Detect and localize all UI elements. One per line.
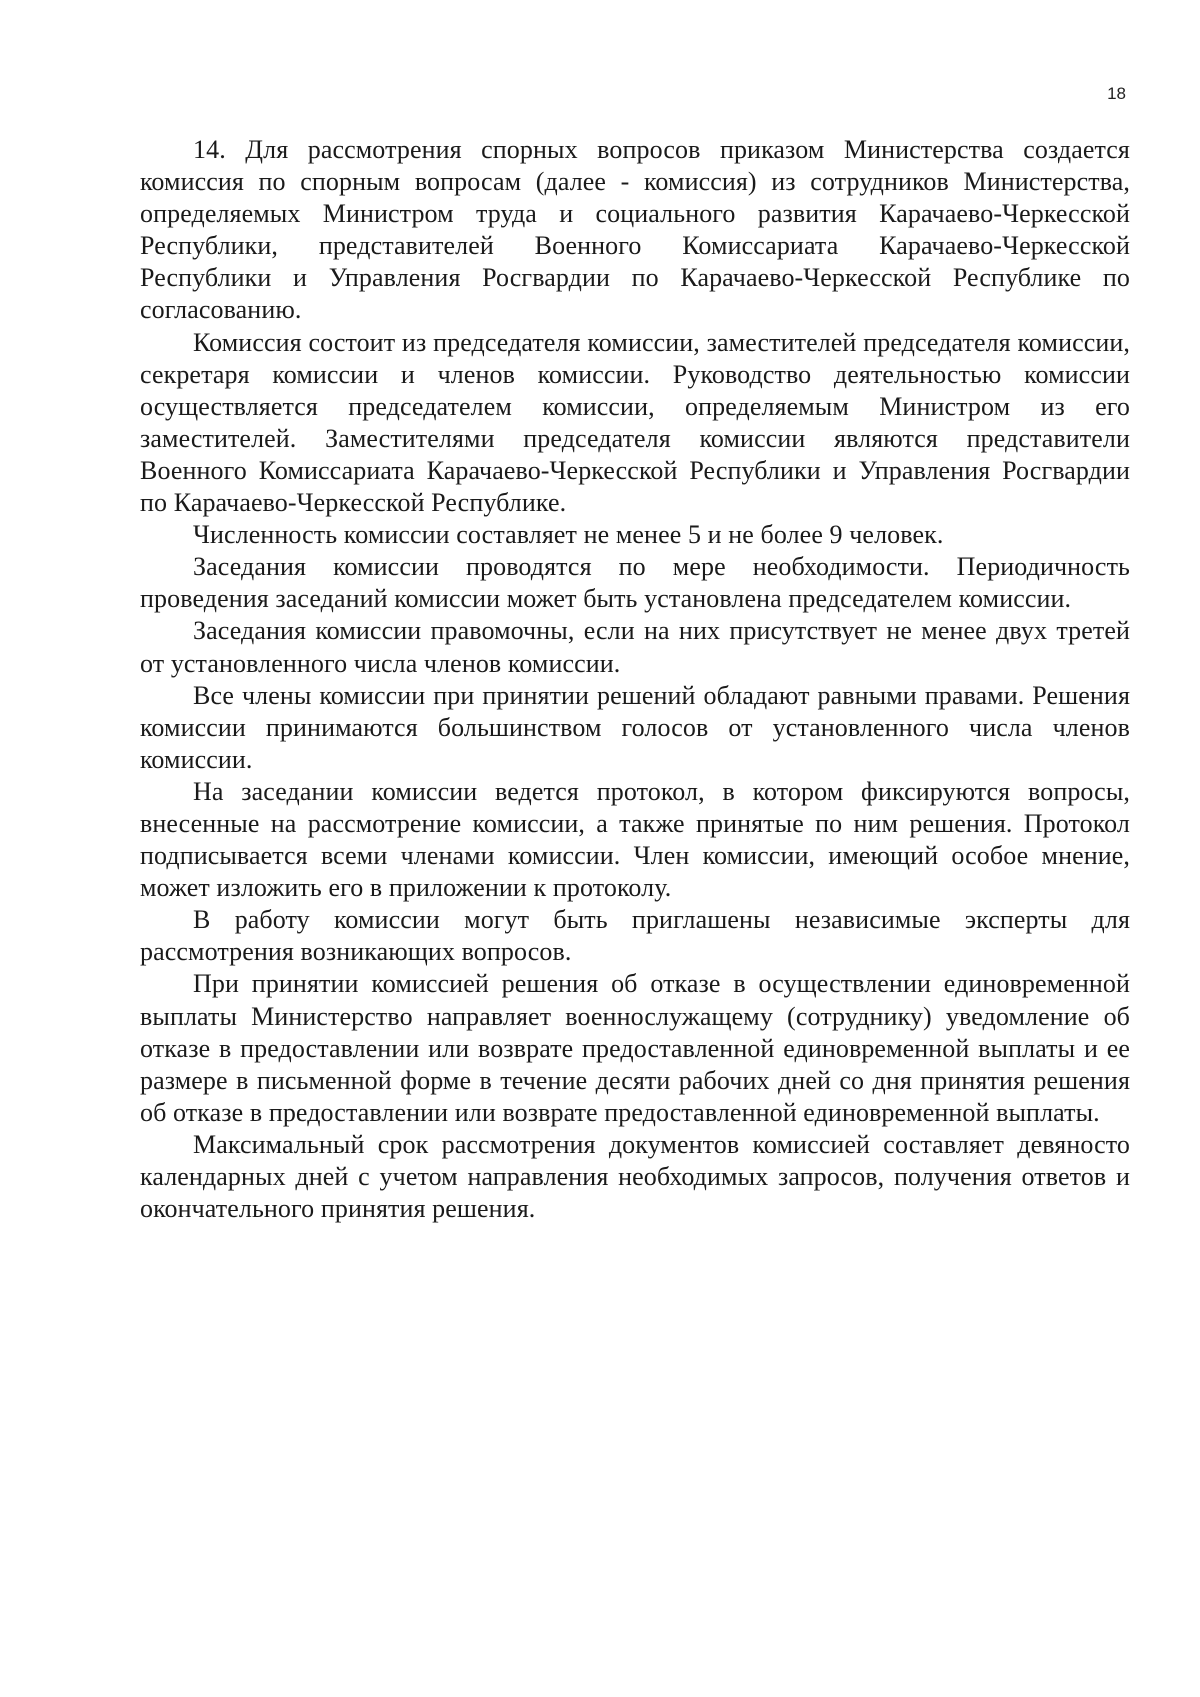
paragraph: Заседания комиссии правомочны, если на них присутствует не менее двух третей от установленного числа членов комиссии.	[140, 616, 1130, 678]
paragraph: На заседании комиссии ведется протокол, в котором фиксируются вопросы, внесенные на рассмотрение комиссии, а также принятые по ним решения. Протокол подписывается всеми членами комиссии. Член комиссии, имеющий особое мнение, может изложить его в приложении к протоколу.	[140, 776, 1130, 903]
document-body	[140, 134, 1130, 1225]
paragraph: При принятии комиссией решения об отказе в осуществлении единовременной выплаты Министерство направляет военнослужащему (сотруднику) уведомление об отказе в предоставлении или возврате предоставленной единовременной выплаты и ее размере в письменной форме в течение десяти рабочих дней со дня принятия решения об отказе в предоставлении или возврате предоставленной единовременной выплаты.	[140, 969, 1130, 1127]
paragraph: 14. Для рассмотрения спорных вопросов приказом Министерства создается комиссия по спорным вопросам (далее - комиссия) из сотрудников Министерства, определяемых Министром труда и социального развития Карачаево-Черкесской Республики, представителей Военного Комиссариата Карачаево-Черкесской Республики и Управления Росгвардии по Карачаево-Черкесской Республике по согласованию.	[140, 135, 1130, 325]
paragraph: В работу комиссии могут быть приглашены независимые эксперты для рассмотрения возникающих вопросов.	[140, 905, 1130, 967]
paragraph: Максимальный срок рассмотрения документов комиссией составляет девяносто календарных дней с учетом направления необходимых запросов, получения ответов и окончательного принятия решения.	[140, 1129, 1130, 1224]
page-number: 18	[1107, 84, 1126, 103]
paragraph: Численность комиссии составляет не менее 5 и не более 9 человек.	[193, 520, 944, 550]
paragraph: Комиссия состоит из председателя комиссии, заместителей председателя комиссии, секретаря комиссии и членов комиссии. Руководство деятельностью комиссии осуществляется председателем комиссии, определяемым Министром из его заместителей. Заместителями председателя комиссии являются представители Военного Комиссариата Карачаево-Черкесской Республики и Управления Росгвардии по Карачаево-Черкесской Республике.	[140, 327, 1130, 518]
paragraph: Заседания комиссии проводятся по мере необходимости. Периодичность проведения заседаний комиссии может быть установлена председателем комиссии.	[140, 552, 1130, 614]
paragraph: Все члены комиссии при принятии решений обладают равными правами. Решения комиссии принимаются большинством голосов от установленного числа членов комиссии.	[140, 680, 1130, 774]
